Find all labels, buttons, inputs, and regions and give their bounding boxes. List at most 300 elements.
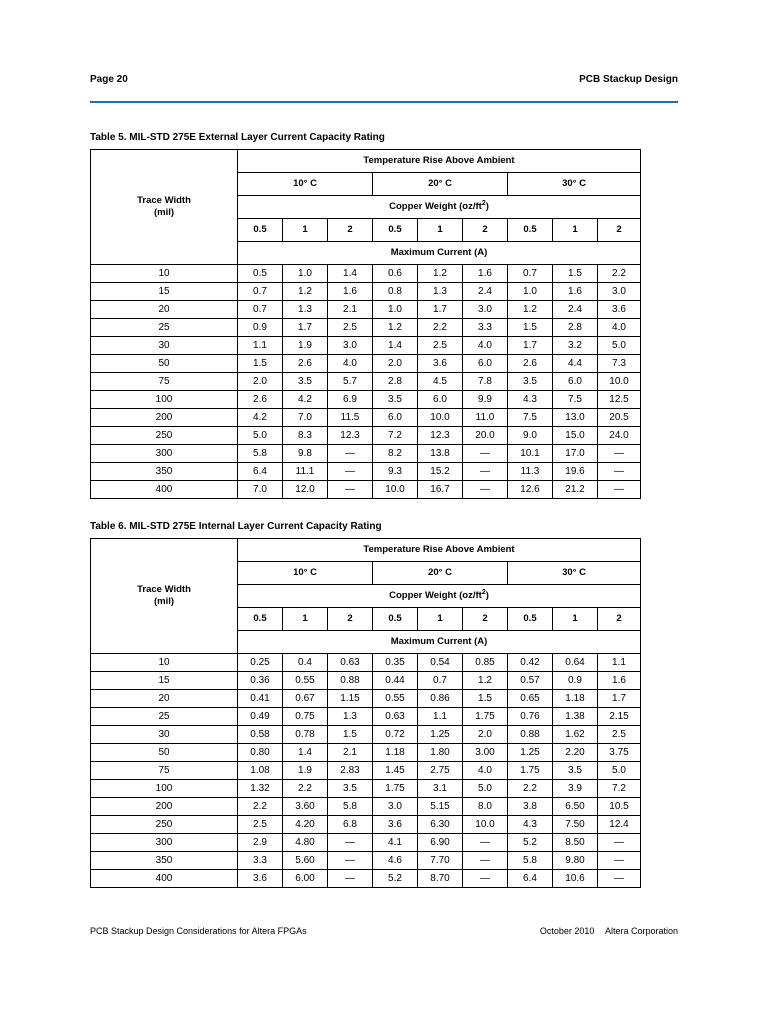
- current-cell: 6.0: [553, 373, 598, 391]
- current-cell: 0.78: [283, 726, 328, 744]
- current-cell: 3.5: [373, 391, 418, 409]
- trace-width-label: Trace Width: [137, 584, 191, 595]
- current-cell: 1.4: [328, 265, 373, 283]
- header-row-temp-rise: [91, 150, 641, 173]
- current-cell: 3.5: [553, 762, 598, 780]
- current-cell: 7.3: [598, 355, 641, 373]
- current-cell: 1.1: [418, 708, 463, 726]
- current-cell: 3.5: [508, 373, 553, 391]
- current-cell: 13.8: [418, 445, 463, 463]
- current-cell: 1.75: [373, 780, 418, 798]
- current-cell: 10.1: [508, 445, 553, 463]
- current-cell: 1.9: [283, 762, 328, 780]
- table-row: [91, 265, 641, 283]
- table-row: [91, 744, 641, 762]
- weight-header: 2: [463, 219, 508, 242]
- current-cell: 2.5: [598, 726, 641, 744]
- current-cell: 11.5: [328, 409, 373, 427]
- table-row: [91, 391, 641, 409]
- current-cell: 7.2: [373, 427, 418, 445]
- current-cell: 1.3: [283, 301, 328, 319]
- current-cell: 1.75: [463, 708, 508, 726]
- trace-width-cell: 15: [91, 672, 238, 690]
- current-cell: 5.2: [508, 834, 553, 852]
- current-cell: 0.63: [328, 654, 373, 672]
- current-cell: 0.42: [508, 654, 553, 672]
- current-cell: —: [598, 445, 641, 463]
- current-cell: 2.2: [418, 319, 463, 337]
- current-cell: 2.15: [598, 708, 641, 726]
- current-cell: —: [463, 852, 508, 870]
- table-row: [91, 355, 641, 373]
- current-cell: 3.5: [283, 373, 328, 391]
- weight-header: 0.5: [508, 219, 553, 242]
- current-cell: 1.3: [328, 708, 373, 726]
- current-cell: 10.6: [553, 870, 598, 888]
- page-footer: [90, 926, 678, 940]
- table-row: [91, 654, 641, 672]
- current-cell: —: [463, 463, 508, 481]
- current-cell: 7.2: [598, 780, 641, 798]
- copper-weight-header: [238, 196, 641, 219]
- trace-width-header: [91, 150, 238, 265]
- current-cell: 0.80: [238, 744, 283, 762]
- current-cell: 0.5: [238, 265, 283, 283]
- current-cell: 1.45: [373, 762, 418, 780]
- current-cell: 7.50: [553, 816, 598, 834]
- current-cell: —: [463, 481, 508, 499]
- current-cell: 3.8: [508, 798, 553, 816]
- current-cell: 4.0: [598, 319, 641, 337]
- current-cell: 5.60: [283, 852, 328, 870]
- current-cell: 10.0: [373, 481, 418, 499]
- trace-width-cell: 250: [91, 816, 238, 834]
- trace-width-cell: 30: [91, 337, 238, 355]
- table-row: [91, 852, 641, 870]
- current-cell: 3.9: [553, 780, 598, 798]
- current-cell: 3.6: [418, 355, 463, 373]
- current-cell: 2.0: [373, 355, 418, 373]
- table-row: [91, 816, 641, 834]
- trace-width-cell: 250: [91, 427, 238, 445]
- current-cell: 3.6: [373, 816, 418, 834]
- current-cell: 1.2: [508, 301, 553, 319]
- current-cell: 2.5: [238, 816, 283, 834]
- table-5-caption: Table 5. MIL-STD 275E External Layer Current Capacity Rating: [90, 132, 385, 143]
- current-cell: —: [598, 852, 641, 870]
- current-cell: 3.6: [238, 870, 283, 888]
- current-cell: 4.2: [238, 409, 283, 427]
- copper-weight-label: Copper Weight (oz/ft: [389, 201, 482, 212]
- current-cell: 0.4: [283, 654, 328, 672]
- trace-width-cell: 300: [91, 445, 238, 463]
- current-cell: 9.0: [508, 427, 553, 445]
- current-cell: 2.9: [238, 834, 283, 852]
- table-row: [91, 780, 641, 798]
- trace-width-cell: 200: [91, 798, 238, 816]
- trace-width-cell: 25: [91, 319, 238, 337]
- trace-width-cell: 50: [91, 744, 238, 762]
- current-cell: —: [463, 445, 508, 463]
- trace-width-label: Trace Width: [137, 195, 191, 206]
- current-cell: 16.7: [418, 481, 463, 499]
- current-cell: 5.2: [373, 870, 418, 888]
- current-cell: 10.0: [463, 816, 508, 834]
- current-cell: 0.7: [508, 265, 553, 283]
- current-cell: 7.0: [283, 409, 328, 427]
- current-cell: 2.0: [238, 373, 283, 391]
- trace-width-cell: 25: [91, 708, 238, 726]
- current-cell: 1.80: [418, 744, 463, 762]
- footer-doc-title: PCB Stackup Design Considerations for Altera FPGAs: [90, 926, 307, 936]
- current-cell: 7.0: [238, 481, 283, 499]
- current-cell: 1.25: [508, 744, 553, 762]
- current-cell: 12.4: [598, 816, 641, 834]
- header-row-temp-rise: [91, 539, 641, 562]
- weight-header: 1: [553, 219, 598, 242]
- current-cell: 9.9: [463, 391, 508, 409]
- current-cell: 3.5: [328, 780, 373, 798]
- current-cell: 2.6: [238, 391, 283, 409]
- current-cell: 8.70: [418, 870, 463, 888]
- current-cell: 1.15: [328, 690, 373, 708]
- current-cell: 1.32: [238, 780, 283, 798]
- current-cell: 0.57: [508, 672, 553, 690]
- current-cell: 11.0: [463, 409, 508, 427]
- current-cell: 1.7: [418, 301, 463, 319]
- current-cell: 1.7: [508, 337, 553, 355]
- trace-width-cell: 75: [91, 373, 238, 391]
- current-cell: 5.8: [508, 852, 553, 870]
- current-cell: 3.0: [328, 337, 373, 355]
- current-cell: 1.3: [418, 283, 463, 301]
- table-row: [91, 834, 641, 852]
- current-cell: 1.0: [373, 301, 418, 319]
- current-cell: 8.2: [373, 445, 418, 463]
- current-cell: 6.4: [508, 870, 553, 888]
- current-cell: 2.0: [463, 726, 508, 744]
- table-row: [91, 337, 641, 355]
- current-cell: 0.49: [238, 708, 283, 726]
- current-cell: 2.5: [328, 319, 373, 337]
- current-cell: —: [598, 463, 641, 481]
- trace-width-cell: 75: [91, 762, 238, 780]
- current-cell: 1.4: [373, 337, 418, 355]
- current-cell: 8.3: [283, 427, 328, 445]
- footer-right: [532, 926, 678, 936]
- current-cell: 2.8: [373, 373, 418, 391]
- current-cell: 1.5: [508, 319, 553, 337]
- current-cell: 0.75: [283, 708, 328, 726]
- current-cell: 20.0: [463, 427, 508, 445]
- temp-header: 20° C: [373, 562, 508, 585]
- current-cell: 0.67: [283, 690, 328, 708]
- current-cell: 11.1: [283, 463, 328, 481]
- current-cell: 2.1: [328, 301, 373, 319]
- current-cell: 3.2: [553, 337, 598, 355]
- current-cell: 0.85: [463, 654, 508, 672]
- current-cell: 2.6: [508, 355, 553, 373]
- weight-header: 2: [598, 608, 641, 631]
- table-row: [91, 319, 641, 337]
- table-row: [91, 690, 641, 708]
- trace-width-cell: 400: [91, 481, 238, 499]
- weight-header: 0.5: [238, 608, 283, 631]
- page-number: Page 20: [90, 74, 128, 85]
- current-cell: 7.70: [418, 852, 463, 870]
- current-cell: 4.80: [283, 834, 328, 852]
- current-cell: 1.5: [328, 726, 373, 744]
- footer-company: Altera Corporation: [604, 926, 678, 936]
- table-row: [91, 481, 641, 499]
- current-cell: 4.4: [553, 355, 598, 373]
- table-row: [91, 445, 641, 463]
- table-row: [91, 409, 641, 427]
- footer-date: October 2010: [539, 926, 595, 936]
- current-cell: 6.9: [328, 391, 373, 409]
- weight-header: 2: [328, 219, 373, 242]
- current-cell: —: [463, 834, 508, 852]
- current-cell: 2.83: [328, 762, 373, 780]
- current-cell: 3.6: [598, 301, 641, 319]
- weight-header: 1: [418, 608, 463, 631]
- current-cell: 5.0: [598, 337, 641, 355]
- trace-width-cell: 50: [91, 355, 238, 373]
- current-cell: 2.20: [553, 744, 598, 762]
- current-cell: 21.2: [553, 481, 598, 499]
- current-cell: 0.36: [238, 672, 283, 690]
- current-cell: 0.63: [373, 708, 418, 726]
- current-cell: 0.7: [238, 283, 283, 301]
- current-cell: 1.25: [418, 726, 463, 744]
- current-cell: —: [328, 463, 373, 481]
- current-cell: 1.5: [238, 355, 283, 373]
- current-cell: 1.62: [553, 726, 598, 744]
- current-cell: 0.54: [418, 654, 463, 672]
- current-cell: 10.0: [598, 373, 641, 391]
- temp-header: 10° C: [238, 562, 373, 585]
- current-cell: 4.3: [508, 391, 553, 409]
- current-cell: 12.3: [418, 427, 463, 445]
- current-cell: 9.3: [373, 463, 418, 481]
- temp-header: 30° C: [508, 562, 641, 585]
- trace-width-cell: 10: [91, 654, 238, 672]
- current-cell: 3.3: [238, 852, 283, 870]
- current-cell: 2.2: [238, 798, 283, 816]
- current-cell: 4.20: [283, 816, 328, 834]
- trace-width-cell: 300: [91, 834, 238, 852]
- current-cell: 19.6: [553, 463, 598, 481]
- current-cell: 0.44: [373, 672, 418, 690]
- current-cell: 3.0: [598, 283, 641, 301]
- current-cell: 9.8: [283, 445, 328, 463]
- trace-width-unit: (mil): [153, 207, 175, 218]
- weight-header: 0.5: [373, 219, 418, 242]
- current-cell: 0.58: [238, 726, 283, 744]
- current-cell: 0.64: [553, 654, 598, 672]
- weight-header: 0.5: [508, 608, 553, 631]
- current-cell: 9.80: [553, 852, 598, 870]
- table-row: [91, 463, 641, 481]
- table-row: [91, 283, 641, 301]
- table-row: [91, 708, 641, 726]
- weight-header: 0.5: [373, 608, 418, 631]
- current-cell: 1.2: [283, 283, 328, 301]
- current-cell: 4.0: [463, 337, 508, 355]
- current-cell: 6.0: [373, 409, 418, 427]
- table-row: [91, 870, 641, 888]
- current-cell: 4.0: [328, 355, 373, 373]
- current-cell: 15.0: [553, 427, 598, 445]
- current-cell: 15.2: [418, 463, 463, 481]
- current-cell: 2.6: [283, 355, 328, 373]
- current-cell: 3.0: [463, 301, 508, 319]
- weight-header: 1: [418, 219, 463, 242]
- trace-width-cell: 350: [91, 852, 238, 870]
- current-cell: 0.72: [373, 726, 418, 744]
- current-cell: —: [328, 870, 373, 888]
- table-row: [91, 762, 641, 780]
- current-cell: 0.55: [283, 672, 328, 690]
- current-cell: 0.25: [238, 654, 283, 672]
- weight-header: 1: [553, 608, 598, 631]
- current-cell: 0.86: [418, 690, 463, 708]
- temp-rise-header: Temperature Rise Above Ambient: [238, 150, 641, 173]
- current-cell: 20.5: [598, 409, 641, 427]
- table-row: [91, 672, 641, 690]
- table-row: [91, 373, 641, 391]
- weight-header: 2: [328, 608, 373, 631]
- table-row: [91, 427, 641, 445]
- trace-width-cell: 200: [91, 409, 238, 427]
- current-cell: 2.1: [328, 744, 373, 762]
- trace-width-cell: 10: [91, 265, 238, 283]
- current-cell: —: [328, 445, 373, 463]
- table-6: [90, 538, 641, 888]
- page-header: [90, 74, 678, 90]
- current-cell: —: [463, 870, 508, 888]
- current-cell: 2.2: [508, 780, 553, 798]
- current-cell: 8.0: [463, 798, 508, 816]
- current-cell: 0.6: [373, 265, 418, 283]
- current-cell: 12.6: [508, 481, 553, 499]
- current-cell: 10.5: [598, 798, 641, 816]
- current-cell: 0.35: [373, 654, 418, 672]
- current-cell: 7.5: [553, 391, 598, 409]
- trace-width-cell: 350: [91, 463, 238, 481]
- current-cell: 3.75: [598, 744, 641, 762]
- document-title: PCB Stackup Design: [579, 74, 678, 85]
- trace-width-cell: 20: [91, 690, 238, 708]
- current-cell: 1.5: [463, 690, 508, 708]
- current-cell: 1.6: [328, 283, 373, 301]
- current-cell: 2.8: [553, 319, 598, 337]
- current-cell: —: [598, 870, 641, 888]
- table-row: [91, 301, 641, 319]
- current-cell: 1.6: [598, 672, 641, 690]
- trace-width-cell: 15: [91, 283, 238, 301]
- current-cell: 0.76: [508, 708, 553, 726]
- current-cell: 2.4: [463, 283, 508, 301]
- current-cell: 3.3: [463, 319, 508, 337]
- current-cell: 6.0: [418, 391, 463, 409]
- current-cell: 6.00: [283, 870, 328, 888]
- current-cell: 2.4: [553, 301, 598, 319]
- current-cell: —: [598, 834, 641, 852]
- current-cell: 12.0: [283, 481, 328, 499]
- current-cell: 5.0: [238, 427, 283, 445]
- current-cell: 6.4: [238, 463, 283, 481]
- table-5: [90, 149, 641, 499]
- current-cell: 6.8: [328, 816, 373, 834]
- current-cell: 3.1: [418, 780, 463, 798]
- current-cell: 4.6: [373, 852, 418, 870]
- current-cell: 1.7: [598, 690, 641, 708]
- current-cell: 1.6: [553, 283, 598, 301]
- temp-rise-header: Temperature Rise Above Ambient: [238, 539, 641, 562]
- weight-header: 1: [283, 219, 328, 242]
- current-cell: 1.1: [598, 654, 641, 672]
- table-row: [91, 798, 641, 816]
- weight-header: 1: [283, 608, 328, 631]
- current-cell: 2.5: [418, 337, 463, 355]
- current-cell: 0.88: [328, 672, 373, 690]
- current-cell: 10.0: [418, 409, 463, 427]
- trace-width-cell: 400: [91, 870, 238, 888]
- current-cell: 2.75: [418, 762, 463, 780]
- table-6-caption: Table 6. MIL-STD 275E Internal Layer Current Capacity Rating: [90, 521, 382, 532]
- current-cell: 5.7: [328, 373, 373, 391]
- trace-width-cell: 20: [91, 301, 238, 319]
- temp-header: 10° C: [238, 173, 373, 196]
- header-rule: [90, 101, 678, 103]
- max-current-header: Maximum Current (A): [238, 631, 641, 654]
- current-cell: —: [328, 834, 373, 852]
- current-cell: 1.18: [553, 690, 598, 708]
- copper-weight-header: [238, 585, 641, 608]
- current-cell: 1.38: [553, 708, 598, 726]
- temp-header: 20° C: [373, 173, 508, 196]
- current-cell: 4.5: [418, 373, 463, 391]
- current-cell: 4.0: [463, 762, 508, 780]
- current-cell: 1.2: [373, 319, 418, 337]
- current-cell: —: [328, 852, 373, 870]
- copper-weight-close: ): [485, 201, 489, 212]
- table-row: [91, 726, 641, 744]
- current-cell: 7.5: [508, 409, 553, 427]
- trace-width-unit: (mil): [153, 596, 175, 607]
- current-cell: 17.0: [553, 445, 598, 463]
- current-cell: —: [328, 481, 373, 499]
- current-cell: 1.2: [463, 672, 508, 690]
- max-current-header: Maximum Current (A): [238, 242, 641, 265]
- current-cell: 1.5: [553, 265, 598, 283]
- trace-width-cell: 100: [91, 391, 238, 409]
- current-cell: 1.08: [238, 762, 283, 780]
- trace-width-header: [91, 539, 238, 654]
- current-cell: 1.18: [373, 744, 418, 762]
- current-cell: 7.8: [463, 373, 508, 391]
- current-cell: 5.15: [418, 798, 463, 816]
- current-cell: 0.7: [238, 301, 283, 319]
- current-cell: —: [598, 481, 641, 499]
- current-cell: 1.0: [283, 265, 328, 283]
- current-cell: 0.88: [508, 726, 553, 744]
- current-cell: 2.2: [283, 780, 328, 798]
- current-cell: 1.75: [508, 762, 553, 780]
- current-cell: 1.7: [283, 319, 328, 337]
- current-cell: 4.2: [283, 391, 328, 409]
